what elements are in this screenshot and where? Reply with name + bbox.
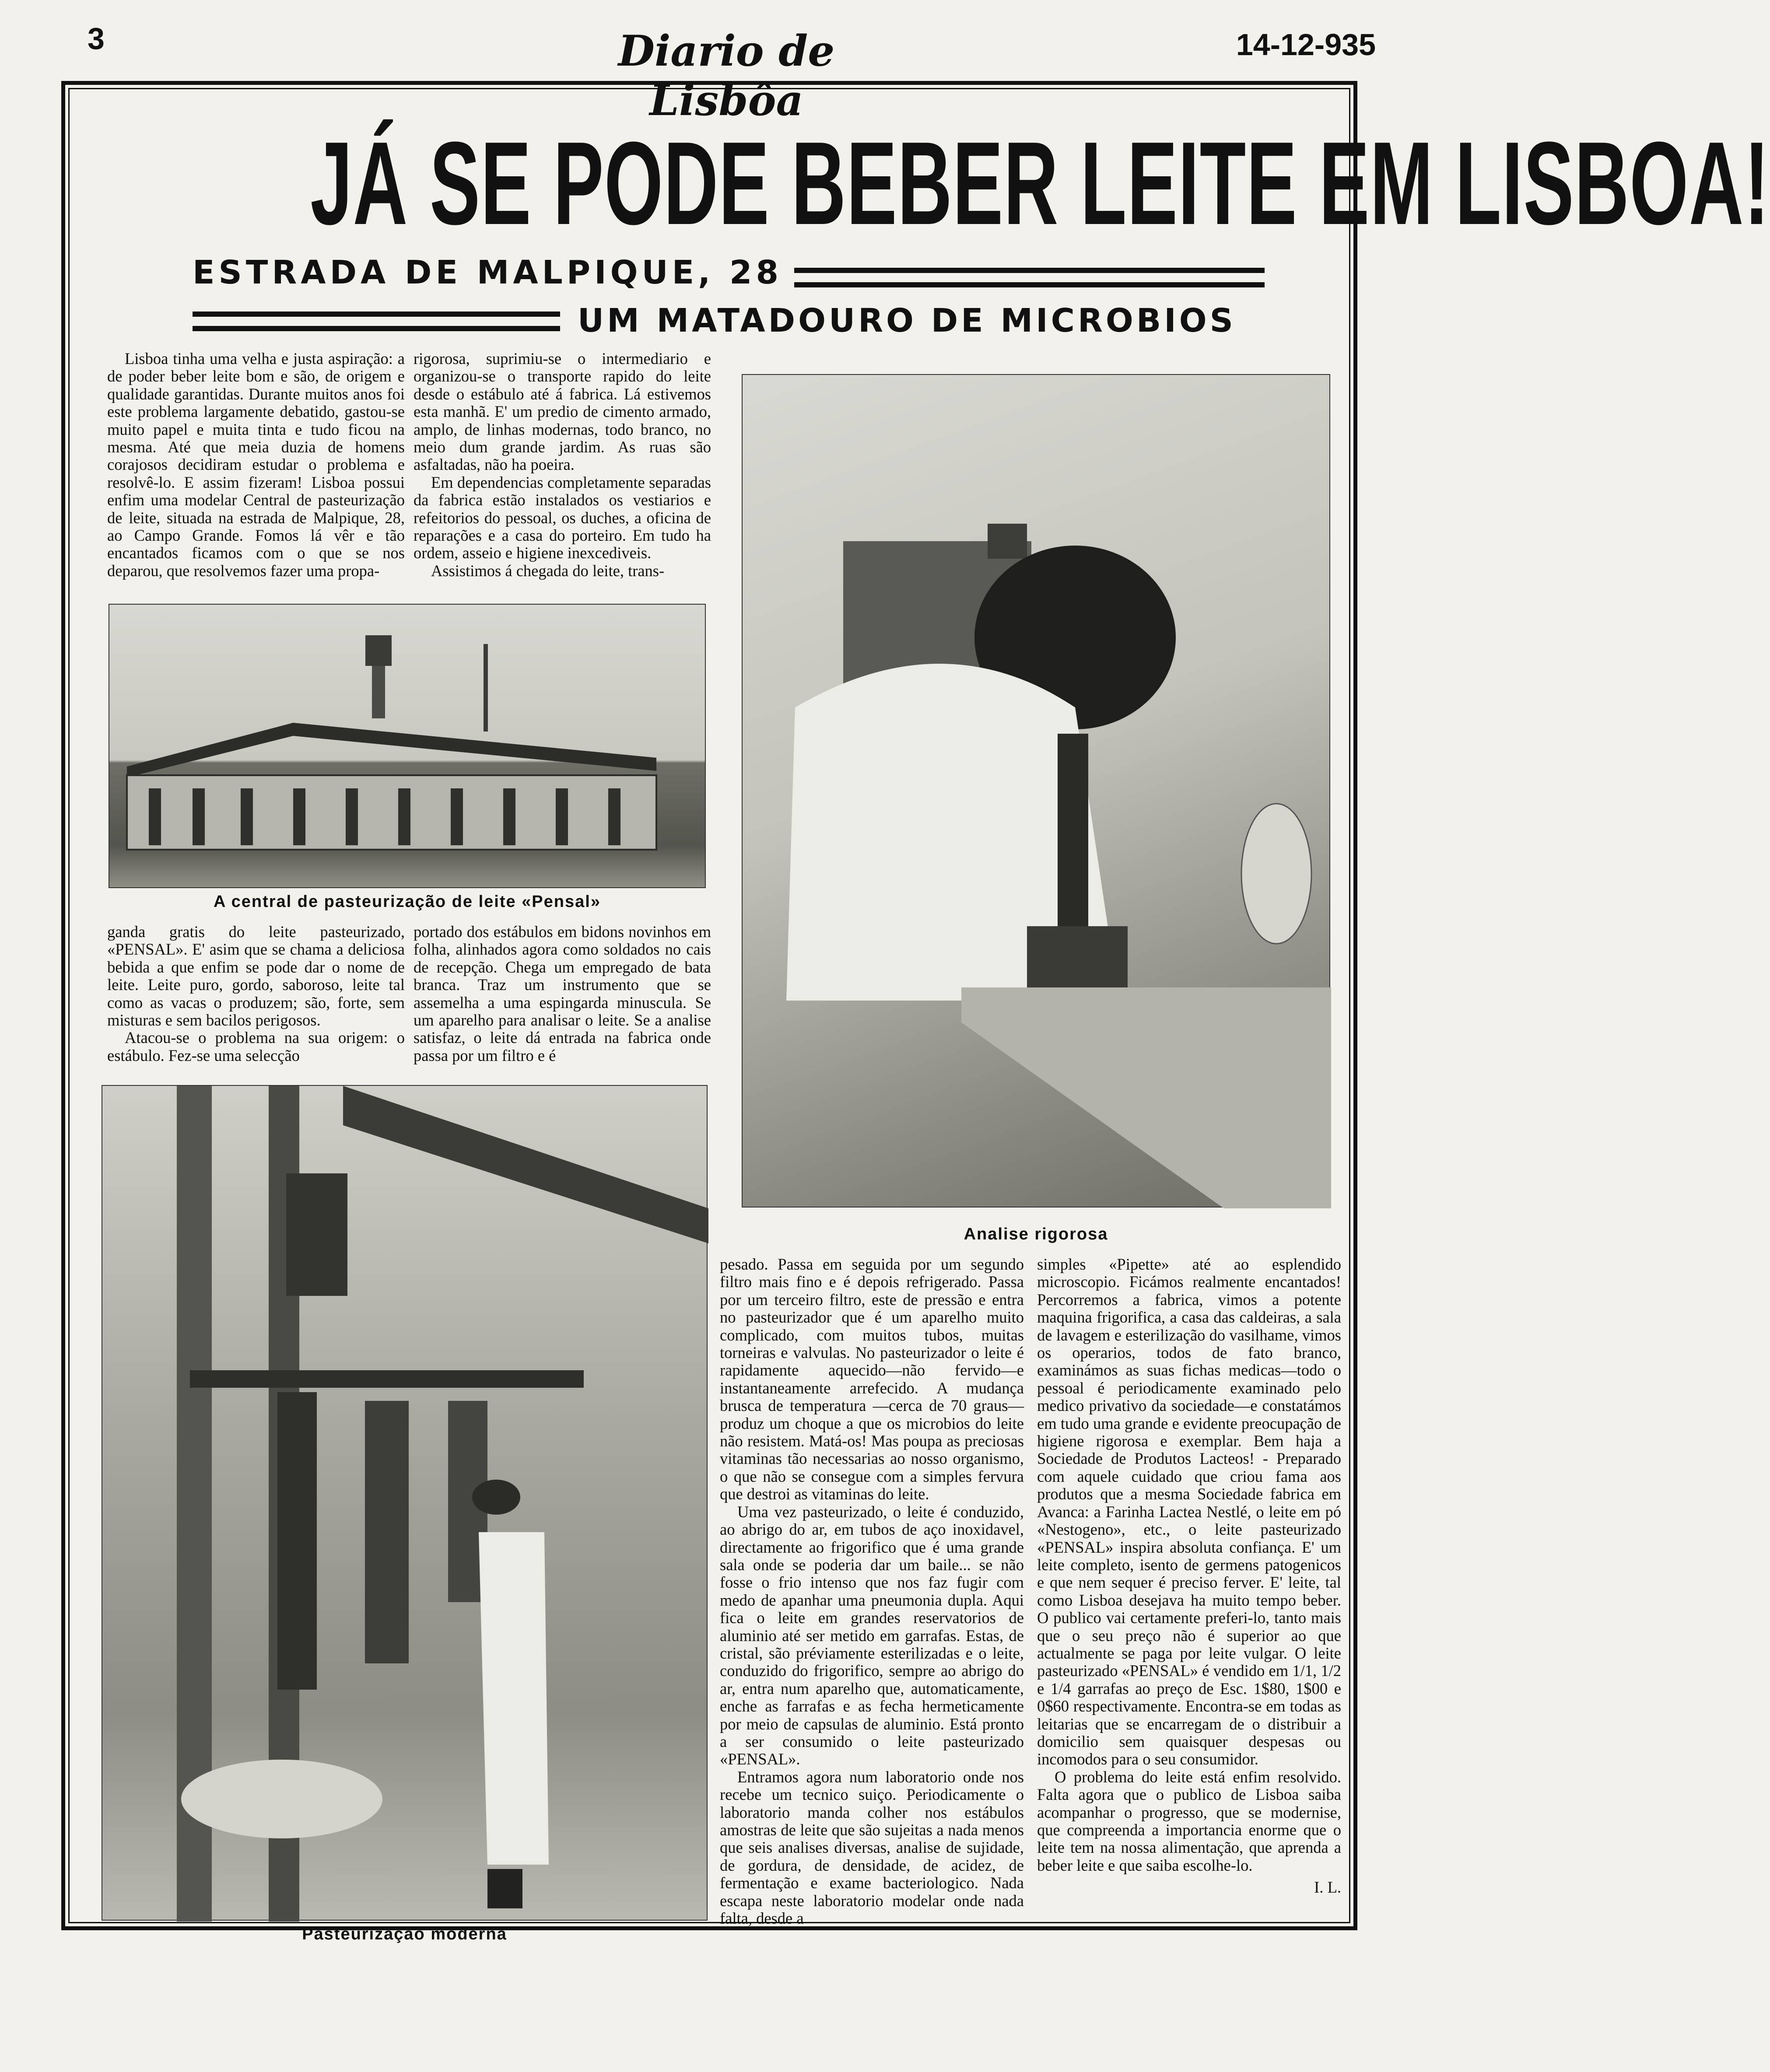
lab-illustration	[743, 375, 1331, 1208]
page-number: 3	[88, 21, 105, 56]
headline: JÁ SE PODE BEBER LEITE EM LISBOA!	[310, 118, 1770, 249]
caption-microscope: Analise rigorosa	[964, 1225, 1108, 1243]
paragraph: Lisboa tinha uma velha e justa aspiração: a de poder beber leite bom e são, de origem e qualidade garantidas. Durante muitos anos foi este problema largamente debatido, gastou-se muito papel e muita tinta e tudo ficou na mesma. Até que meia duzia de homens corajosos decidiram estudar o problema e resolvê-lo. E assim fizeram! Lisboa possui enfim uma modelar Central de pasteurização de leite, situada na estrada de Malpique, 28, ao Campo Grande. Fomos lá vêr e tão encantados ficamos com o que se nos deparou, que resolvemos fazer uma propa-	[107, 350, 405, 580]
paragraph: simples «Pipette» até ao esplendido microscopio. Ficámos realmente encantados! Percorremos a fabrica, vimos a potente maquina frigorifica, a casa das caldeiras, a sala de lavagem e esterilização do vasilhame, vimos os operarios, todos de fato branco, examinámos as suas fichas medicas—todo o pessoal é periodicamente examinado pelo medico privativo da sociedade—e constatámos em tudo uma grande e evidente preocupação de higiene rigorosa e exemplar. Bem haja a Sociedade de Produtos Lacteos! - Preparado com aquele cuidado que criou fama aos produtos que a mesma Sociedade fabrica em Avanca: a Farinha Lactea Nestlé, o leite em pó «Nestogeno», etc., o leite pasteurizado «PENSAL» inspira absoluta confiança. E' um leite completo, isento de germens patogenicos e que nem sequer é preciso ferver. E' leite, tal como Lisboa desejava ha muito tempo beber. O publico vai certamente preferi-lo, tanto mais que o seu preço não é superior ao que actualmente se paga por leite vulgar. O leite pasteurizado «PENSAL» é vendido em 1/1, 1/2 e 1/4 garrafas ao preço de Esc. 1$80, 1$00 e 0$60 respectivamente. Encontra-se em todas as leitarias que se encarregam de o distribuir a domicilio sem quaisquer despesas ou incomodos para o seu consumidor.	[1037, 1255, 1341, 1768]
issue-date: 14-12-935	[1236, 28, 1376, 62]
paragraph: portado dos estábulos em bidons novinhos em folha, alinhados agora como soldados no cais de recepção. Chega um empregado de bata branca. Traz um instrumento que se assemelha a uma espingarda minuscula. Se um aparelho para analisar o leite. Se a analise satisfaz, o leite dá entrada na fabrica onde passa por um filtro e é	[414, 923, 711, 1064]
article-column-3	[720, 1256, 1024, 1927]
article-column-1-top	[107, 350, 405, 580]
author-signature: I. L.	[1314, 1878, 1341, 1897]
building-illustration	[109, 605, 707, 889]
paragraph: Entramos agora num laboratorio onde nos recebe um tecnico suiço. Periodicamente o laboratorio manda colher nos estábulos amostras de leite que são sujeitas a nada menos que seis analises diversas, analise de sujidade, de gordura, de densidade, de acidez, de fermentação e exame bacteriologico. Nada escapa neste laboratorio modelar onde nada falta, desde a	[720, 1768, 1024, 1928]
photo-pasteurization-machine	[102, 1085, 708, 1921]
caption-machine: Pasteurização moderna	[302, 1925, 507, 1943]
paragraph: Uma vez pasteurizado, o leite é conduzido, ao abrigo do ar, em tubos de aço inoxidavel, directamente ao frigorifico que é uma grande sala onde se poderia dar um baile... se não fosse o frio intenso que nos faz fugir com medo de apanhar uma pneumonia dupla. Aqui fica o leite em grandes reservatorios de aluminio até ser metido em garrafas. Estas, de cristal, são préviamente esterilizadas e o leite, conduzido do frigorifico, sempre ao abrigo do ar, entra num aparelho que, automaticamente, enche as farrafas e as fecha hermeticamente por meio de capsulas de aluminio. Está pronto a ser consumido o leite pasteurizado «PENSAL».	[720, 1502, 1024, 1768]
paragraph: Atacou-se o problema na sua origem: o estábulo. Fez-se uma selecção	[107, 1029, 405, 1064]
caption-building: A central de pasteurização de leite «Pensal»	[214, 892, 601, 911]
article-column-1-mid	[107, 923, 405, 1064]
paragraph: Assistimos á chegada do leite, trans-	[431, 561, 665, 580]
machine-illustration	[102, 1086, 708, 1922]
double-rule	[794, 268, 1265, 287]
article-column-2-top	[414, 350, 711, 580]
double-rule	[193, 312, 560, 331]
paragraph: ganda gratis do leite pasteurizado, «PENSAL». E' asim que se chama a deliciosa bebida a que enfim se pode dar o nome de leite. Leite puro, gordo, saboroso, leite tal como as vacas o produzem; são, forte, sem misturas e sem bacilos perigosos.	[107, 923, 405, 1029]
subheading-tagline: UM MATADOURO DE MICROBIOS	[578, 302, 1236, 340]
newspaper-masthead: Diario de Lisbôa	[618, 26, 835, 125]
article-column-2-mid	[414, 923, 711, 1064]
article-column-4	[1037, 1256, 1341, 1897]
paragraph: rigorosa, suprimiu-se o intermediario e organizou-se o transporte rapido do leite desde o estábulo até á fabrica. Lá estivemos esta manhã. E' um predio de cimento armado, amplo, de linhas modernas, todo branco, no meio dum grande jardim. As ruas são asfaltadas, não ha poeira.	[414, 350, 711, 474]
paragraph: O problema do leite está enfim resolvido. Falta agora que o publico de Lisboa saiba acompanhar o progresso, que se modernise, que compreenda a importancia enorme que o leite tem na nossa alimentação, que aprenda a beber leite e que saiba escolhe-lo.	[1037, 1768, 1341, 1874]
photo-microscope-analysis	[742, 374, 1330, 1208]
paragraph: pesado. Passa em seguida por um segundo filtro mais fino e é depois refrigerado. Passa por um terceiro filtro, este de pressão e entra no pasteurizador que é um aparelho muito complicado, com muitos tubos, muitas torneiras e valvulas. No pasteurizador o leite é rapidamente aquecido—não fervido—e instantaneamente arrefecido. A mudança brusca de temperatura —cerca de 70 graus—produz um choque a que os microbios do leite não resistem. Matá-os! Mas poupa as preciosas vitaminas tão necessarias ao nosso organismo, o que não se consegue com a simples fervura que destroi as vitaminas do leite.	[720, 1255, 1024, 1503]
subheading-address: ESTRADA DE MALPIQUE, 28	[193, 254, 783, 291]
photo-pasteurization-building	[109, 604, 706, 888]
paragraph: Em dependencias completamente separadas da fabrica estão instalados os vestiarios e refeitorios do pessoal, os duches, a oficina de reparações e a casa do porteiro. Em tudo ha ordem, asseio e higiene inexcediveis.	[414, 473, 711, 562]
